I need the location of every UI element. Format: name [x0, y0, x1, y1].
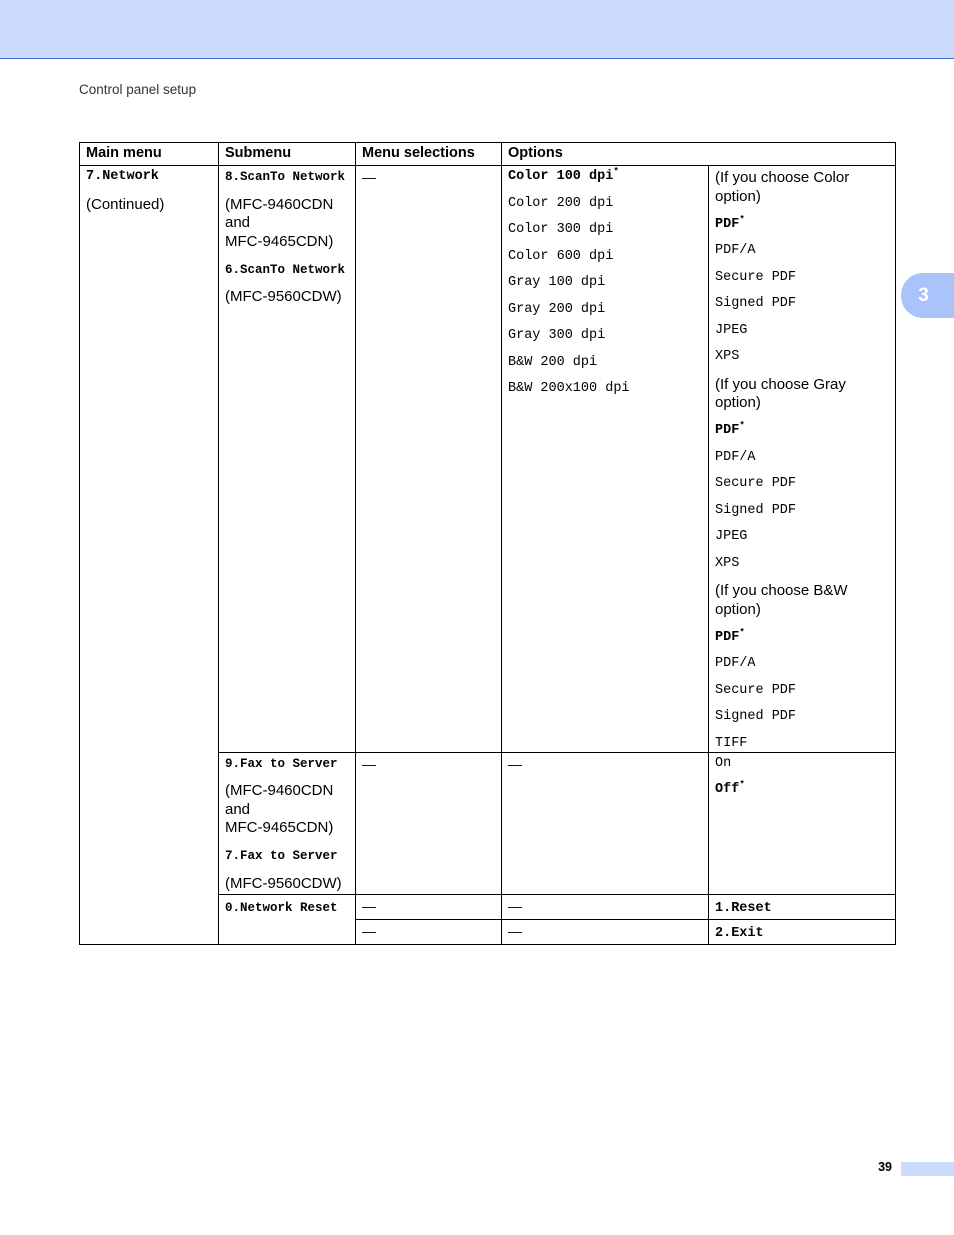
menu-selection-fax — [356, 752, 502, 894]
dash: — — [362, 897, 376, 914]
file-type-option: XPS — [715, 555, 740, 571]
model-group-a: (MFC-9460CDN and MFC-9465CDN) — [225, 782, 334, 836]
file-type-option: TIFF — [715, 735, 748, 751]
dash: — — [362, 755, 376, 772]
fax-option-off-default: Off* — [715, 779, 745, 797]
page-number-bar — [901, 1162, 954, 1176]
file-type-cell — [709, 166, 896, 753]
submenu-scanto-b: 6.ScanTo Network — [225, 262, 346, 277]
resolution-cell-reset — [502, 894, 709, 919]
file-type-option: Secure PDF — [715, 269, 797, 285]
file-type-option: PDF/A — [715, 656, 756, 671]
menu-selection-exit — [356, 919, 502, 944]
menu-selection-reset — [356, 894, 502, 919]
dash: — — [362, 169, 376, 185]
submenu-cell-fax — [219, 752, 356, 894]
gray-note: (If you choose Gray option) — [715, 375, 846, 411]
resolution-option: Color 300 dpi — [508, 222, 614, 237]
header-menu-selections: Menu selections — [356, 143, 502, 166]
header-options: Options — [502, 143, 896, 166]
submenu-cell-reset — [219, 894, 356, 944]
resolution-option: B&W 200x100 dpi — [508, 381, 630, 396]
file-type-option: PDF/A — [715, 449, 756, 465]
resolution-option: Color 200 dpi — [508, 195, 614, 211]
page-number: 39 — [878, 1160, 892, 1174]
resolution-cell — [502, 166, 709, 753]
resolution-cell-fax — [502, 752, 709, 894]
resolution-default: Color 100 dpi* — [508, 166, 619, 184]
color-default-pdf: PDF* — [715, 214, 745, 232]
header-band — [0, 0, 954, 59]
bw-default-pdf: PDF* — [715, 627, 745, 645]
resolution-option: Color 600 dpi — [508, 248, 614, 264]
file-type-option: JPEG — [715, 322, 748, 338]
submenu-fax-b: 7.Fax to Server — [225, 849, 338, 863]
color-note: (If you choose Color option) — [715, 169, 850, 205]
header-main-menu: Main menu — [80, 143, 219, 166]
menu-selection-scanto — [356, 166, 502, 753]
submenu-network-reset: 0.Network Reset — [225, 900, 338, 915]
reset-option-cell — [709, 894, 896, 919]
model-group-a: (MFC-9460CDN and MFC-9465CDN) — [225, 195, 334, 250]
header-submenu: Submenu — [219, 143, 356, 166]
file-type-option: Signed PDF — [715, 502, 797, 518]
file-type-option: Signed PDF — [715, 709, 797, 724]
fax-option-on: On — [715, 755, 732, 771]
reset-option-reset: 1.Reset — [715, 900, 772, 916]
resolution-option: Gray 100 dpi — [508, 275, 606, 290]
submenu-cell-scanto — [219, 166, 356, 753]
resolution-option: Gray 300 dpi — [508, 328, 606, 343]
model-group-b: (MFC-9560CDW) — [225, 874, 342, 892]
bw-note: (If you choose B&W option) — [715, 582, 848, 618]
fax-options-cell — [709, 752, 896, 894]
resolution-option: Gray 200 dpi — [508, 301, 606, 317]
submenu-scanto-a: 8.ScanTo Network — [225, 170, 346, 184]
table-row-scanto — [80, 166, 896, 753]
table-header-row — [80, 143, 896, 166]
dash: — — [508, 897, 522, 914]
dash: — — [362, 922, 376, 939]
main-menu-cell — [80, 166, 219, 945]
file-type-option: JPEG — [715, 529, 748, 544]
continued-note: (Continued) — [86, 195, 165, 213]
main-menu-item: 7.Network — [86, 169, 159, 184]
chapter-tab[interactable]: 3 — [901, 273, 954, 318]
model-group-b: (MFC-9560CDW) — [225, 288, 342, 305]
section-title: Control panel setup — [79, 82, 197, 97]
exit-option-cell — [709, 919, 896, 944]
dash: — — [508, 922, 522, 939]
reset-option-exit: 2.Exit — [715, 925, 764, 941]
file-type-option: Secure PDF — [715, 682, 797, 698]
file-type-option: XPS — [715, 349, 740, 364]
dash: — — [508, 755, 522, 772]
file-type-option: Secure PDF — [715, 476, 797, 491]
file-type-option: PDF/A — [715, 243, 756, 258]
resolution-option: B&W 200 dpi — [508, 354, 598, 370]
menu-table — [79, 142, 896, 945]
submenu-fax-a: 9.Fax to Server — [225, 756, 338, 771]
resolution-cell-exit — [502, 919, 709, 944]
gray-default-pdf: PDF* — [715, 420, 745, 438]
file-type-option: Signed PDF — [715, 296, 797, 311]
